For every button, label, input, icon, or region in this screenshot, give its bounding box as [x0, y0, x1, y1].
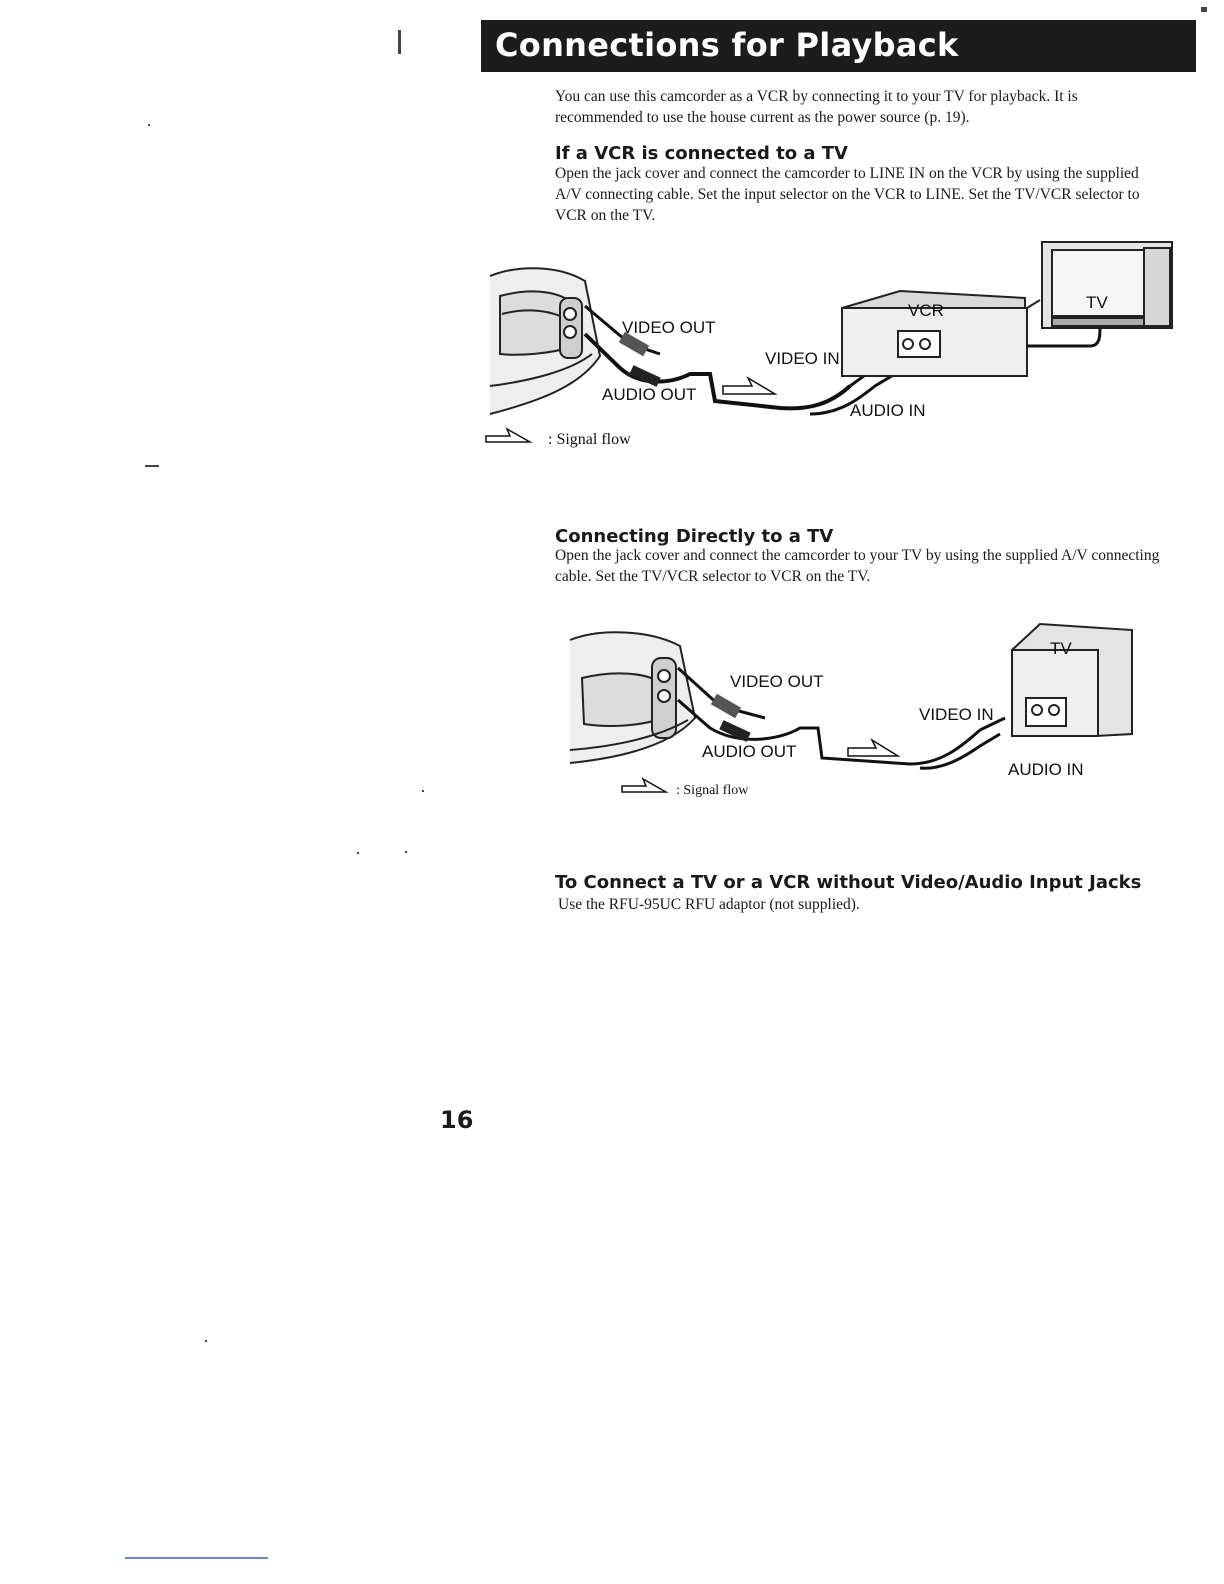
direct-section-heading: Connecting Directly to a TV [555, 526, 834, 547]
rfu-section-heading: To Connect a TV or a VCR without Video/Audio Input Jacks [555, 872, 1142, 893]
label-audio-out: AUDIO OUT [602, 385, 697, 404]
label-video-in: VIDEO IN [919, 705, 994, 724]
camcorder-illustration [570, 632, 695, 763]
direct-section-text: Open the jack cover and connect the camcorder to your TV by using the supplied A/V connecting cable. Set the TV/VCR selector to VCR on the TV. [555, 547, 1160, 585]
label-tv: TV [1086, 293, 1108, 312]
camcorder-illustration [490, 268, 600, 414]
scan-speck [405, 851, 407, 853]
label-audio-in: AUDIO IN [850, 401, 926, 420]
label-audio-in: AUDIO IN [1008, 760, 1084, 779]
label-audio-out: AUDIO OUT [702, 742, 797, 761]
scan-speck [205, 1340, 207, 1342]
scan-speck [398, 30, 401, 54]
scan-speck [1201, 7, 1207, 12]
label-video-in: VIDEO IN [765, 349, 840, 368]
scan-speck [145, 465, 159, 467]
rfu-section-text: Use the RFU-95UC RFU adaptor (not supplied). [558, 896, 860, 913]
tv-illustration [1042, 242, 1172, 328]
tv-illustration [1012, 624, 1132, 736]
bottom-rule [125, 1557, 268, 1559]
scan-speck [422, 790, 424, 792]
vcr-connection-diagram [480, 236, 1180, 458]
signal-flow-caption: : Signal flow [676, 783, 749, 798]
label-tv: TV [1050, 639, 1072, 658]
page-number: 16 [440, 1106, 474, 1134]
label-video-out: VIDEO OUT [622, 318, 716, 337]
scan-speck [357, 852, 359, 854]
direct-connection-diagram [560, 618, 1150, 803]
signal-flow-caption: : Signal flow [548, 431, 631, 448]
page-title: Connections for Playback [495, 26, 959, 64]
vcr-section-heading: If a VCR is connected to a TV [555, 143, 848, 164]
title-bar [481, 20, 1196, 72]
scan-speck [148, 124, 150, 126]
label-video-out: VIDEO OUT [730, 672, 824, 691]
vcr-section-text: Open the jack cover and connect the camcorder to LINE IN on the VCR by using the supplied A/V connecting cable. Set the input selector on the VCR to LINE. Set the TV/VCR selector to VCR on the TV. [555, 165, 1140, 224]
label-vcr: VCR [908, 301, 944, 320]
intro-text: You can use this camcorder as a VCR by connecting it to your TV for playback. It is recommended to use the house current as the power source (p. 19). [555, 88, 1078, 126]
